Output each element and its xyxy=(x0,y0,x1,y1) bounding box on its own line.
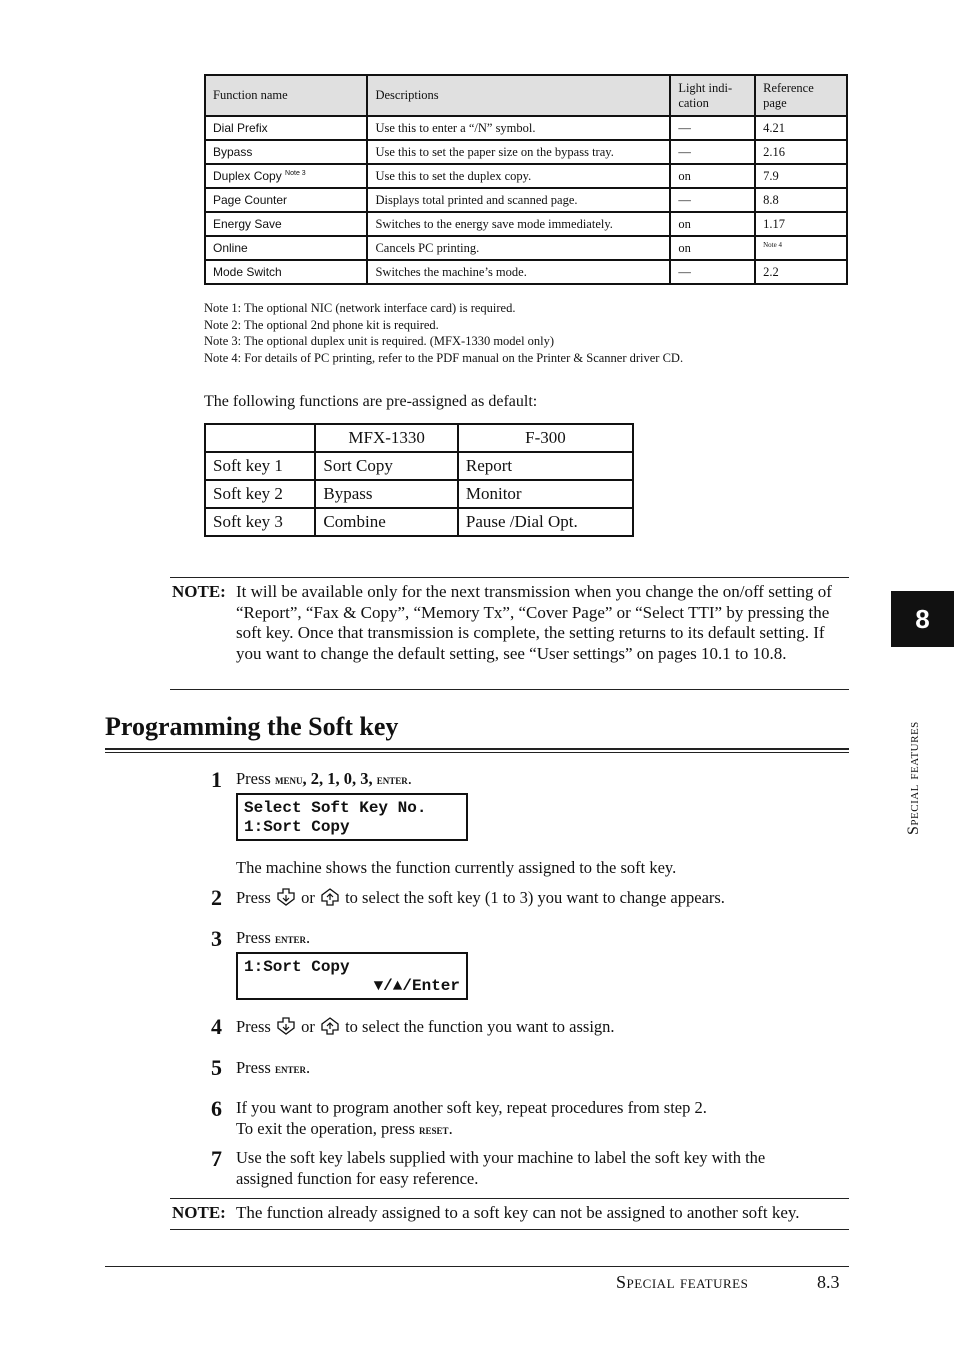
step-text xyxy=(236,887,725,908)
step-text xyxy=(236,768,412,790)
table-row xyxy=(205,116,847,140)
light-indication: — xyxy=(670,140,755,164)
arrow-up-key-icon xyxy=(321,888,339,906)
function-name-text: Energy Save xyxy=(213,217,282,231)
lcd-line-1: 1:Sort Copy xyxy=(244,958,350,976)
soft-key-name: Soft key 2 xyxy=(205,480,315,508)
step-line xyxy=(236,1118,707,1140)
step-end: . xyxy=(448,1119,453,1138)
function-name-text: Duplex Copy xyxy=(213,169,282,183)
function-name xyxy=(205,212,367,236)
step-press: To exit the operation, press xyxy=(236,1119,415,1138)
note-line: Note 4: For details of PC printing, refer to the PDF manual on the Printer & Scanner driver CD. xyxy=(204,350,684,365)
note-top-rule xyxy=(170,1198,849,1199)
enter-key: enter xyxy=(274,931,306,946)
arrow-down-key-icon xyxy=(277,1017,295,1035)
function-name-text: Dial Prefix xyxy=(213,121,268,135)
note-text: It will be available only for the next transmission when you change the on/off setting of “Report”, “Fax & Copy”, “Memory Tx”, “Cover Page” or “Select TTI” by pressing the soft key. Once that transmission is complete, the setting returns to its default setting. If you want to change the default setting, see “User settings” on pages 10.1 to 10.8. xyxy=(236,582,832,663)
header-function-name: Function name xyxy=(205,75,367,116)
function-name xyxy=(205,260,367,284)
soft-table-header xyxy=(205,424,633,452)
function-name xyxy=(205,116,367,140)
function-description: Use this to set the paper size on the bypass tray. xyxy=(367,140,670,164)
step-or: or xyxy=(301,1017,315,1036)
note-label: NOTE: xyxy=(172,1203,226,1222)
note-line: Note 2: The optional 2nd phone kit is required. xyxy=(204,317,439,332)
table-row xyxy=(205,452,633,480)
function-description: Cancels PC printing. xyxy=(367,236,670,260)
step-text xyxy=(236,1097,707,1140)
step-end: . xyxy=(305,928,311,947)
section-rule-thick xyxy=(105,748,849,750)
step-number: 7 xyxy=(211,1146,222,1171)
table-row xyxy=(205,212,847,236)
header-mfx-1330: MFX-1330 xyxy=(315,424,457,452)
section-title: Programming the Soft key xyxy=(105,712,399,741)
light-indication: on xyxy=(670,212,755,236)
reset-key: reset xyxy=(419,1122,449,1137)
step-press: Press xyxy=(236,769,271,788)
function-name xyxy=(205,188,367,212)
table-row xyxy=(205,236,847,260)
step-press: Press xyxy=(236,888,271,907)
soft-key-defaults-table xyxy=(204,423,634,537)
side-chapter-title: Special features xyxy=(905,721,922,835)
mfx-1330-value: Bypass xyxy=(315,480,457,508)
step-text: Use the soft key labels supplied with your machine to label the soft key with the assigned function for easy reference. xyxy=(236,1148,766,1188)
light-indication: — xyxy=(670,260,755,284)
f-300-value: Pause /Dial Opt. xyxy=(458,508,633,536)
function-description: Use this to enter a “/N” symbol. xyxy=(367,116,670,140)
step-rest: to select the soft key (1 to 3) you want to change appears. xyxy=(345,888,725,907)
note-label: NOTE: xyxy=(172,582,226,601)
step-or: or xyxy=(301,888,315,907)
reference-page: 4.21 xyxy=(755,116,847,140)
light-indication: on xyxy=(670,236,755,260)
note-top-rule xyxy=(170,577,849,578)
soft-key-name: Soft key 1 xyxy=(205,452,315,480)
menu-key: menu xyxy=(274,772,303,787)
header-empty xyxy=(205,424,315,452)
arrow-up-key-icon xyxy=(321,1017,339,1035)
step-press: Press xyxy=(236,1058,271,1077)
reference-page: 7.9 xyxy=(755,164,847,188)
step-number: 6 xyxy=(211,1096,222,1121)
table-row xyxy=(205,188,847,212)
function-name xyxy=(205,236,367,260)
chapter-tab: 8 xyxy=(891,591,954,647)
section-rule-thin xyxy=(105,752,849,753)
lcd-line-1: Select Soft Key No. xyxy=(244,799,427,817)
note-bottom-rule xyxy=(170,1229,849,1230)
footer-rule xyxy=(105,1266,849,1267)
mfx-1330-value: Combine xyxy=(315,508,457,536)
key-sequence: , 2, 1, 0, 3, xyxy=(302,769,377,788)
lcd-line-2: 1:Sort Copy xyxy=(244,818,350,836)
table-notes xyxy=(204,300,683,366)
step-number: 3 xyxy=(211,926,222,951)
header-f-300: F-300 xyxy=(458,424,633,452)
step-rest: to select the function you want to assign. xyxy=(345,1017,615,1036)
light-indication: — xyxy=(670,188,755,212)
reference-page xyxy=(755,236,847,260)
table-row xyxy=(205,508,633,536)
table-row xyxy=(205,260,847,284)
f-300-value: Report xyxy=(458,452,633,480)
function-description: Switches to the energy save mode immediately. xyxy=(367,212,670,236)
function-description: Switches the machine’s mode. xyxy=(367,260,670,284)
reference-page: 1.17 xyxy=(755,212,847,236)
function-note-ref: Note 3 xyxy=(285,170,306,177)
function-name-text: Mode Switch xyxy=(213,265,282,279)
step-description: The machine shows the function currently assigned to the soft key. xyxy=(236,858,677,877)
enter-key: enter xyxy=(274,1061,306,1076)
table-row xyxy=(205,140,847,164)
soft-key-name: Soft key 3 xyxy=(205,508,315,536)
note-line: Note 3: The optional duplex unit is required. (MFX-1330 model only) xyxy=(204,334,555,348)
note-bottom-rule xyxy=(170,689,849,690)
page-number: 8.3 xyxy=(817,1272,840,1292)
reference-note: Note 4 xyxy=(763,240,782,249)
step-end: . xyxy=(305,1058,311,1077)
reference-page: 2.2 xyxy=(755,260,847,284)
defaults-intro: The following functions are pre-assigned as default: xyxy=(204,393,538,410)
step-number: 1 xyxy=(211,767,222,792)
reference-page: 2.16 xyxy=(755,140,847,164)
light-indication: on xyxy=(670,164,755,188)
header-descriptions: Descriptions xyxy=(367,75,670,116)
function-name-text: Bypass xyxy=(213,145,253,159)
lcd-line-2: ▼/▲/Enter xyxy=(373,977,460,995)
function-description: Displays total printed and scanned page. xyxy=(367,188,670,212)
footer-title: Special features xyxy=(616,1272,749,1292)
note-line: Note 1: The optional NIC (network interface card) is required. xyxy=(204,301,516,315)
arrow-down-key-icon xyxy=(277,888,295,906)
header-light-indication: Light indi- cation xyxy=(670,75,755,116)
step-press: Press xyxy=(236,928,271,947)
step-number: 4 xyxy=(211,1014,222,1039)
lcd-display xyxy=(236,793,468,841)
step-end: . xyxy=(407,769,412,788)
function-name-text: Page Counter xyxy=(213,193,288,207)
table-row xyxy=(205,480,633,508)
light-indication: — xyxy=(670,116,755,140)
f-300-value: Monitor xyxy=(458,480,633,508)
note-text: The function already assigned to a soft key can not be assigned to another soft key. xyxy=(236,1203,800,1222)
mfx-1330-value: Sort Copy xyxy=(315,452,457,480)
function-description: Use this to set the duplex copy. xyxy=(367,164,670,188)
reference-page: 8.8 xyxy=(755,188,847,212)
header-reference-page: Reference page xyxy=(755,75,847,116)
step-press: Press xyxy=(236,1017,271,1036)
step-text xyxy=(236,1016,615,1037)
step-number: 5 xyxy=(211,1055,222,1080)
function-name-text: Online xyxy=(213,241,248,255)
lcd-display xyxy=(236,952,468,1000)
step-text xyxy=(236,1057,310,1079)
enter-key: enter xyxy=(376,772,408,787)
function-name xyxy=(205,140,367,164)
table-row xyxy=(205,164,847,188)
step-number: 2 xyxy=(211,885,222,910)
function-table-header xyxy=(205,75,847,116)
function-table xyxy=(204,74,848,285)
step-line: If you want to program another soft key, repeat procedures from step 2. xyxy=(236,1098,707,1117)
function-name xyxy=(205,164,367,188)
step-text xyxy=(236,927,310,949)
